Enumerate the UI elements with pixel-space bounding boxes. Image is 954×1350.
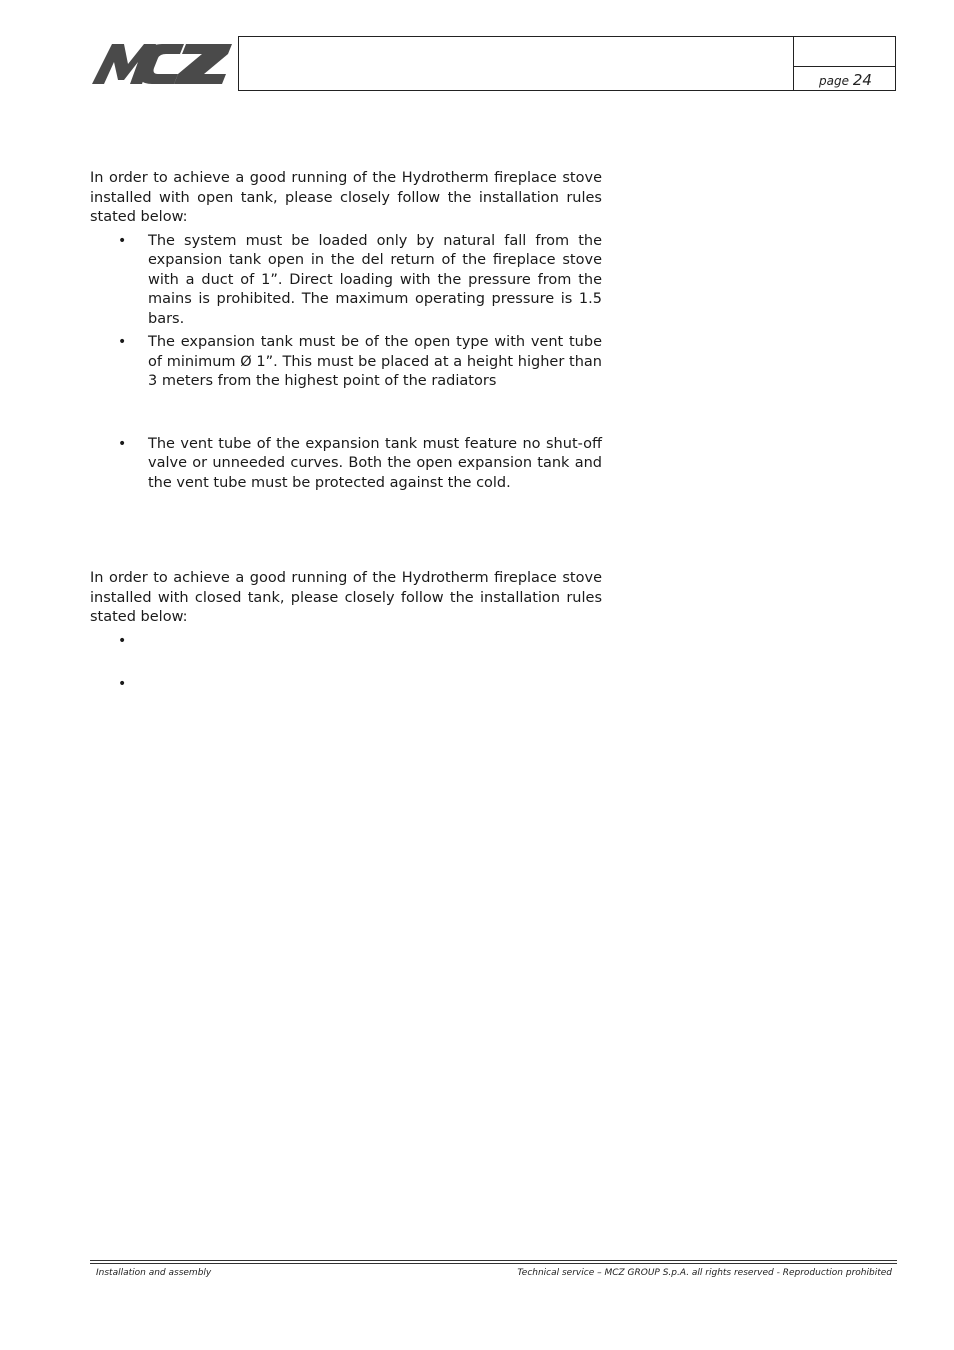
bullet-icon: • [118,676,127,692]
closed-tank-intro: In order to achieve a good running of the Hydrotherm fireplace stove installed with closed tank, please closely follow the installation rules stated below: [90,570,602,625]
rule-text: The expansion tank must be of the open type with vent tube of minimum Ø 1”. This must be placed at a height higher than 3 meters from the highest point of the radiators [148,334,602,389]
open-tank-rules-list [90,232,602,494]
page-number-label [819,71,872,89]
bullet-icon: • [118,334,127,350]
section-open-tank [90,169,602,497]
header-cell-divider [794,66,895,67]
bullet-icon: • [118,232,127,249]
list-item [90,632,602,652]
rule-text: The vent tube of the expansion tank must feature no shut-off valve or unneeded curves. Both the open expansion tank and the vent tube must be protected against the cold. [148,435,602,491]
section-closed-tank [90,569,602,719]
header-title-box [238,36,896,91]
footer-right-text: Technical service – MCZ GROUP S.p.A. all rights reserved - Reproduction prohibited [517,1268,892,1278]
bullet-icon: • [118,632,127,649]
header-page-cell [793,37,895,90]
footer-divider [90,1263,897,1264]
list-item [90,232,602,330]
open-tank-intro: In order to achieve a good running of the Hydrotherm fireplace stove installed with open tank, please closely follow the installation rules stated below: [90,170,602,225]
list-item [90,435,602,494]
page-number: 24 [852,71,872,89]
bullet-icon: • [118,435,127,452]
rule-text: The system must be loaded only by natural fall from the expansion tank open in the del return of the fireplace stove with a duct of 1”. Direct loading with the pressure from the mains is prohibited. The maximum operating pressure is 1.5 bars. [148,232,602,327]
footer-divider [90,1260,897,1261]
list-item [90,675,602,695]
page-prefix: page [819,74,849,88]
mcz-logo [92,42,232,86]
closed-tank-rules-list [90,632,602,695]
footer-left-text: Installation and assembly [96,1268,212,1278]
list-item [90,333,602,392]
